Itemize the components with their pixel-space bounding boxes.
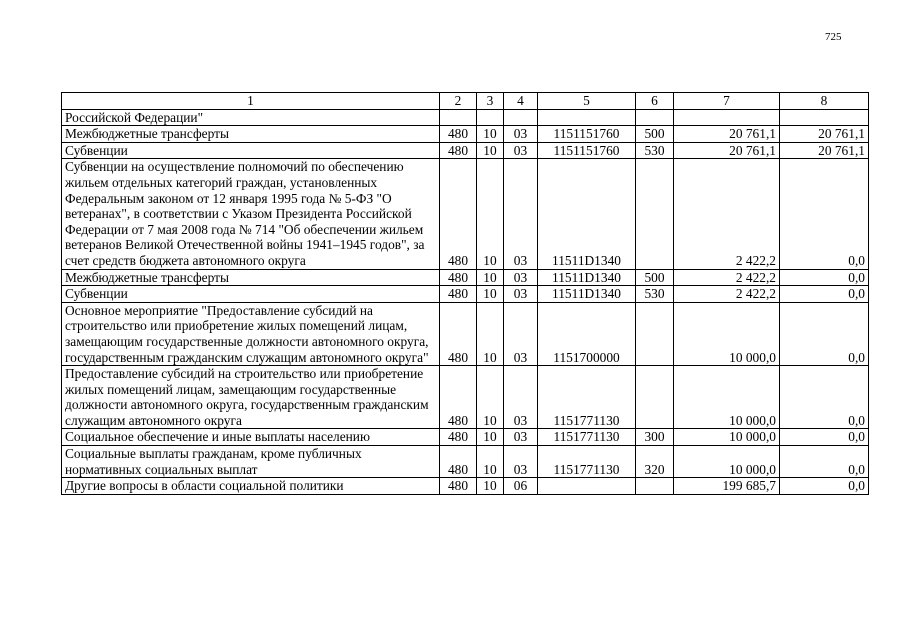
row-name-cell: Субвенции (62, 142, 440, 159)
target-article-cell: 11511D1340 (538, 286, 636, 303)
amount-cell: 199 685,7 (674, 478, 780, 495)
table-row (62, 109, 869, 126)
table-row (62, 286, 869, 303)
header-cell: 6 (636, 93, 674, 110)
federal-amount-cell (780, 109, 869, 126)
header-cell: 3 (477, 93, 504, 110)
admin-code-cell: 480 (440, 142, 477, 159)
table-header-row (62, 93, 869, 110)
federal-amount-cell: 0,0 (780, 302, 869, 365)
amount-cell (674, 109, 780, 126)
federal-amount-cell: 0,0 (780, 366, 869, 429)
amount-cell: 10 000,0 (674, 302, 780, 365)
target-article-cell: 1151151760 (538, 142, 636, 159)
federal-amount-cell: 20 761,1 (780, 126, 869, 143)
subsection-cell: 03 (504, 446, 538, 478)
table-row (62, 302, 869, 365)
target-article-cell: 1151771130 (538, 446, 636, 478)
section-cell: 10 (477, 269, 504, 286)
budget-table (61, 92, 869, 495)
admin-code-cell: 480 (440, 126, 477, 143)
header-cell: 1 (62, 93, 440, 110)
expense-type-cell (636, 159, 674, 269)
subsection-cell: 03 (504, 429, 538, 446)
section-cell: 10 (477, 126, 504, 143)
admin-code-cell: 480 (440, 269, 477, 286)
row-name-cell: Социальное обеспечение и иные выплаты населению (62, 429, 440, 446)
section-cell (477, 109, 504, 126)
expense-type-cell: 300 (636, 429, 674, 446)
expense-type-cell (636, 109, 674, 126)
table-row (62, 478, 869, 495)
amount-cell: 2 422,2 (674, 286, 780, 303)
amount-cell: 10 000,0 (674, 429, 780, 446)
subsection-cell: 03 (504, 286, 538, 303)
header-cell: 8 (780, 93, 869, 110)
federal-amount-cell: 0,0 (780, 478, 869, 495)
federal-amount-cell: 20 761,1 (780, 142, 869, 159)
amount-cell: 20 761,1 (674, 142, 780, 159)
row-name-cell: Предоставление субсидий на строительство или приобретение жилых помещений лицам, замещающим государственные должности автономного округа, государственным гражданским служащим автономного округа (62, 366, 440, 429)
admin-code-cell: 480 (440, 286, 477, 303)
table-row (62, 126, 869, 143)
target-article-cell (538, 478, 636, 495)
section-cell: 10 (477, 302, 504, 365)
admin-code-cell: 480 (440, 429, 477, 446)
expense-type-cell: 320 (636, 446, 674, 478)
row-name-cell: Основное мероприятие "Предоставление субсидий на строительство или приобретение жилых помещений лицам, замещающим государственные должности автономного округа, государственным гражданским служащим автономного округа" (62, 302, 440, 365)
expense-type-cell (636, 478, 674, 495)
federal-amount-cell: 0,0 (780, 159, 869, 269)
subsection-cell: 03 (504, 126, 538, 143)
expense-type-cell: 530 (636, 142, 674, 159)
row-name-cell: Российской Федерации" (62, 109, 440, 126)
target-article-cell: 1151771130 (538, 429, 636, 446)
section-cell: 10 (477, 446, 504, 478)
amount-cell: 10 000,0 (674, 446, 780, 478)
subsection-cell: 03 (504, 142, 538, 159)
target-article-cell: 11511D1340 (538, 159, 636, 269)
row-name-cell: Субвенции (62, 286, 440, 303)
section-cell: 10 (477, 429, 504, 446)
row-name-cell: Межбюджетные трансферты (62, 269, 440, 286)
section-cell: 10 (477, 366, 504, 429)
target-article-cell: 1151771130 (538, 366, 636, 429)
page-number: 725 (825, 31, 842, 43)
expense-type-cell: 500 (636, 126, 674, 143)
table-row (62, 269, 869, 286)
admin-code-cell (440, 109, 477, 126)
admin-code-cell: 480 (440, 366, 477, 429)
target-article-cell: 1151700000 (538, 302, 636, 365)
subsection-cell: 03 (504, 302, 538, 365)
table-row (62, 429, 869, 446)
subsection-cell (504, 109, 538, 126)
header-cell: 5 (538, 93, 636, 110)
admin-code-cell: 480 (440, 159, 477, 269)
subsection-cell: 03 (504, 159, 538, 269)
row-name-cell: Субвенции на осуществление полномочий по обеспечению жильем отдельных категорий граждан, установленных Федеральным законом от 12 января 1995 года № 5-ФЗ "О ветеранах", в соответствии с Указом Президента Российской Федерации от 7 мая 2008 года № 714 "Об обеспечении жильем ветеранов Великой Отечественной войны 1941–1945 годов", за счет средств бюджета автономного округа (62, 159, 440, 269)
table-row (62, 366, 869, 429)
row-name-cell: Другие вопросы в области социальной политики (62, 478, 440, 495)
federal-amount-cell: 0,0 (780, 429, 869, 446)
amount-cell: 2 422,2 (674, 269, 780, 286)
admin-code-cell: 480 (440, 478, 477, 495)
expense-type-cell: 500 (636, 269, 674, 286)
amount-cell: 20 761,1 (674, 126, 780, 143)
subsection-cell: 03 (504, 366, 538, 429)
header-cell: 2 (440, 93, 477, 110)
expense-type-cell: 530 (636, 286, 674, 303)
expense-type-cell (636, 302, 674, 365)
target-article-cell: 1151151760 (538, 126, 636, 143)
section-cell: 10 (477, 142, 504, 159)
table-row (62, 446, 869, 478)
admin-code-cell: 480 (440, 302, 477, 365)
row-name-cell: Межбюджетные трансферты (62, 126, 440, 143)
subsection-cell: 06 (504, 478, 538, 495)
target-article-cell (538, 109, 636, 126)
federal-amount-cell: 0,0 (780, 269, 869, 286)
amount-cell: 10 000,0 (674, 366, 780, 429)
header-cell: 4 (504, 93, 538, 110)
subsection-cell: 03 (504, 269, 538, 286)
section-cell: 10 (477, 286, 504, 303)
expense-type-cell (636, 366, 674, 429)
table-row (62, 159, 869, 269)
target-article-cell: 11511D1340 (538, 269, 636, 286)
amount-cell: 2 422,2 (674, 159, 780, 269)
admin-code-cell: 480 (440, 446, 477, 478)
federal-amount-cell: 0,0 (780, 446, 869, 478)
table-row (62, 142, 869, 159)
federal-amount-cell: 0,0 (780, 286, 869, 303)
header-cell: 7 (674, 93, 780, 110)
section-cell: 10 (477, 478, 504, 495)
row-name-cell: Социальные выплаты гражданам, кроме публичных нормативных социальных выплат (62, 446, 440, 478)
section-cell: 10 (477, 159, 504, 269)
